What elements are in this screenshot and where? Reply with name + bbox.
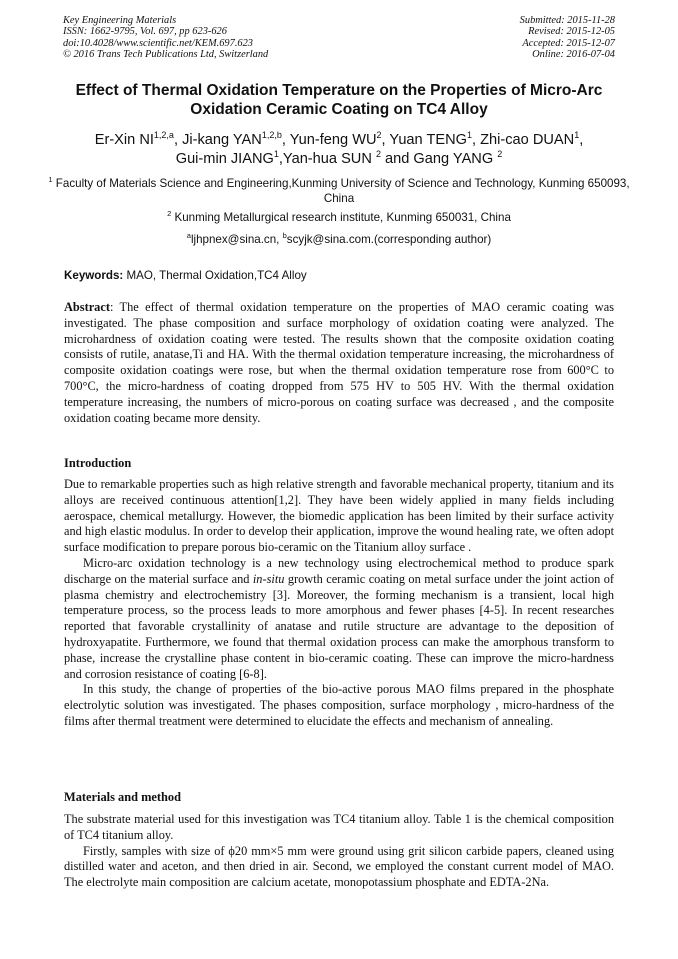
author-affiliation-marker: 1,2,b (261, 130, 282, 141)
email-link[interactable]: scyjk@sina.com.(corresponding author) (286, 233, 492, 246)
author-separator: , (173, 132, 183, 148)
email-marker: b (282, 231, 287, 241)
affiliation-text: Faculty of Materials Science and Engineering,Kunming University of Science and Technology, Kunming 650093, China (52, 177, 630, 205)
doi-line: doi:10.4028/www.scientific.net/KEM.697.623 (63, 37, 253, 49)
author: Yuan TENG (389, 132, 467, 148)
abstract (64, 300, 614, 426)
paper-title: Effect of Thermal Oxidation Temperature on the Properties of Micro-Arc Oxidation Ceramic Coating on TC4 Alloy (75, 82, 603, 118)
author-affiliation-marker: 2 (497, 149, 503, 160)
materials-section (64, 812, 614, 891)
author-separator: and (380, 151, 414, 167)
abstract-label: Abstract (64, 300, 110, 314)
keywords (64, 269, 614, 282)
paragraph: Due to remarkable properties such as high relative strength and favorable mechanical property, titanium and its alloys are received continuous attention[1,2]. They have been widely applied in many fields including aerospace, chemical metallurgy. However, the biomedic application has been limited by their surface activity and high elastic modulus. In order to develop their application, improve the wound healing rate, we often adopt surface modification to prepare porous bio-ceramic on the Titanium alloy surface . (64, 477, 614, 555)
author-separator: , (278, 151, 283, 167)
author: Ji-kang YAN (182, 132, 262, 148)
affiliation-marker: 1 (48, 175, 53, 185)
italic-term: in-situ (252, 571, 285, 586)
author: Gui-min JIANG (175, 151, 274, 167)
issn-line: ISSN: 1662-9795, Vol. 697, pp 623-626 (63, 26, 227, 38)
email-marker: a (186, 231, 191, 241)
author-affiliation-marker: 1 (574, 130, 580, 141)
keywords-label: Keywords: (64, 269, 124, 282)
abstract-text: : The effect of thermal oxidation temperature on the properties of MAO ceramic coating was investigated. The phase composition and surface morphology of oxidation coating were analyzed. The microhardness of oxidation coating were tested. The results shown that the composite oxidation coating consists of rutile, anatase,Ti and HA. With the thermal oxidation temperature increasing, the microhardness of composite oxidation coatings were rose, but when the thermal oxidation temperature rose from 600°C to 700°C, the micro-hardness of coating dropped from 575 HV to 505 HV. With the thermal oxidation temperature increasing, the numbers of micro-porous on coating surface was decreased , and the composite oxidation coating became more density. (64, 300, 614, 425)
author-affiliation-marker: 2 (376, 130, 382, 141)
introduction-section (64, 477, 614, 730)
author-affiliation-marker: 1,2,a (153, 130, 174, 141)
author: Yun-feng WU (289, 132, 377, 148)
author-separator: , (472, 132, 481, 148)
author-emails (40, 233, 638, 248)
affiliation-2 (40, 211, 638, 226)
author: Yan-hua SUN (282, 151, 376, 167)
journal-name: Key Engineering Materials (63, 15, 177, 26)
author: Gang YANG (413, 151, 498, 167)
paragraph: In this study, the change of properties of the bio-active porous MAO films prepared in the phosphate electrolytic solution was investigated. The phases composition, surface morphology , micro-hardness of the films after thermal treatment were determined to elucidate the effects and mechanism of annealing. (64, 682, 614, 728)
author-affiliation-marker: 1 (467, 130, 473, 141)
author-separator: , (281, 132, 290, 148)
paragraph (64, 556, 614, 682)
paragraph: The substrate material used for this investigation was TC4 titanium alloy. Table 1 is the chemical composition of TC4 titanium alloy. (64, 812, 614, 842)
author-separator: , (579, 132, 584, 148)
affiliation-marker: 2 (167, 209, 172, 219)
introduction-heading: Introduction (64, 456, 132, 470)
submission-dates (520, 15, 615, 61)
email-link[interactable]: ljhpnex@sina.cn, (190, 233, 283, 246)
journal-info (63, 15, 268, 61)
author: Zhi-cao DUAN (480, 132, 575, 148)
submitted-date: Submitted: 2015-11-28 (519, 15, 615, 26)
paragraph-text: Micro-arc oxidation technology is a new technology using electrochemical method to produce spark discharge on the material surface and (64, 555, 614, 586)
paragraph-text: growth ceramic coating on metal surface under the joint action of plasma chemistry and electrochemistry [3]. Moreover, the forming mechanism is a transient, local high temperature process, so the process leads to more amorphous and fewer phases [4-5]. In recent researches reported that favorable crystallinity of anatase and rutile structure are advantage to the deposition of hydroxyapatite. Furthermore, we found that thermal oxidation process can make the amorphous transform to phase, increase the crystalline phase content in bio-ceramic coating. These can improve the micro-hardness and corrosion resistance of coating [6-8]. (64, 571, 614, 681)
copyright-line: © 2016 Trans Tech Publications Ltd, Switzerland (63, 49, 269, 61)
author: Er-Xin NI (94, 132, 154, 148)
keywords-text: MAO, Thermal Oxidation,TC4 Alloy (123, 269, 307, 282)
accepted-date: Accepted: 2015-12-07 (522, 37, 615, 49)
affiliation-1 (40, 177, 638, 206)
revised-date: Revised: 2015-12-05 (528, 26, 615, 38)
author-list (30, 131, 648, 169)
author-affiliation-marker: 2 (375, 149, 381, 160)
paragraph: Firstly, samples with size of ϕ20 mm×5 mm were ground using grit silicon carbide papers, cleaned using distilled water and aceton, and then dried in air. Second, we employed the constant current model of MAO. The electrolyte main composition are calcium acetate, monopotassium phosphate and EDTA-2Na. (64, 843, 614, 890)
author-affiliation-marker: 1 (273, 149, 279, 160)
author-separator: , (381, 132, 390, 148)
affiliation-text: Kunming Metallurgical research institute, Kunming 650031, China (171, 211, 511, 224)
materials-heading: Materials and method (64, 790, 182, 804)
online-date: Online: 2016-07-04 (532, 49, 615, 61)
